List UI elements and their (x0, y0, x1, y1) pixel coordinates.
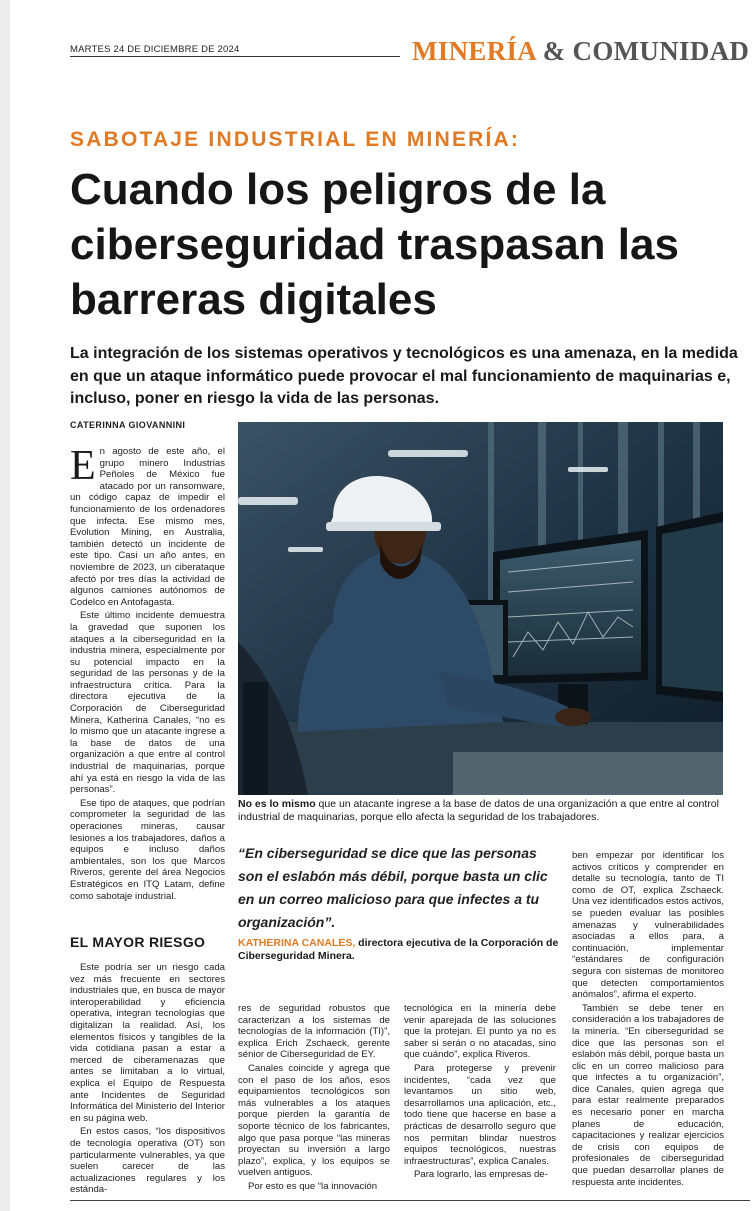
deck: La integración de los sistemas operativos y tecnológicos es una amenaza, en la medida en que un ataque informático puede provocar el mal funcionamiento de maquinarias e, incluso, poner en riesgo la vida de las personas. (70, 345, 738, 407)
footer-rule (70, 1200, 750, 1201)
column-1-continued (70, 962, 225, 1198)
photo-illustration (238, 422, 723, 795)
paragraph: También se debe tener en consideración a los trabajadores de la minería. “En ciberseguridad se dice que las personas son el eslabón más débil, porque basta un clic en un correo malicioso para que infectes a tu organización”, dice Canales, quien agrega que para estar realmente preparados es necesario poner en marcha planes de educación, capacitaciones y realizar ejercicios de crisis con equipos de profesionales de ciberseguridad que puedan desarrollar planes de respuesta ante incidentes. (572, 1002, 725, 1188)
paragraph: Para protegerse y prevenir incidentes, “cada vez que levantamos un sitio web, desarrollamos una aplicación, etc., todo tiene que hacerse en base a prácticas de desarrollo seguro que nos permitan blindar nuestros equipos tecnológicos, nuestras infraestructuras”, explica Canales. (404, 1062, 556, 1167)
paragraph: Canales coincide y agrega que con el paso de los años, esos equipamientos tecnológicos son más vulnerables a los ataques porque pierden la garantía de soporte técnico de los fabricantes, algo que pasa porque “las mineras proyectan su inversión a largo plazo”, explica, y los equipos se vuelven antiguos. (238, 1062, 390, 1179)
paragraph: tecnológica en la minería debe venir aparejada de las soluciones que la protejan. El punto ya no es saber si serán o no atacadas, sino que cuándo”, explica Riveros. (404, 1003, 556, 1061)
section-title-b: & COMUNIDAD (542, 36, 750, 66)
photo-caption (238, 798, 728, 824)
quote-name: KATHERINA CANALES, (238, 937, 356, 949)
section-title-a: MINERÍA (412, 36, 536, 66)
column-3 (404, 1003, 556, 1183)
column-4 (572, 850, 724, 1190)
column-1 (70, 443, 225, 904)
caption-lead: No es lo mismo (238, 798, 316, 810)
caption-text: que un atacante ingrese a la base de datos de una organización a que entre al control industrial de maquinarias, porque ello afecta la seguridad de los trabajadores. (238, 798, 719, 823)
paragraph: ben empezar por identificar los activos críticos y comprender en detalle su tecnología, tanto de TI como de OT, explica Zschaeck. Una vez identificados estos activos, se pueden evaluar las posibles amenazas y vulnerabilidades asociadas a ellos para, a continuación, implementar “estándares de configuración segura con sistemas de monitoreo que detecten comportamientos anómalos”, afirma el experto. (572, 850, 724, 1001)
paragraph: Ese tipo de ataques, que podrían comprometer la seguridad de las operaciones mineras, causar lesiones a los trabajadores, daños a equipos e incluso daños ambientales, son los que Marcos Riveros, gerente del área Negocios Estratégicos en ITQ Latam, define como sabotaje industrial. (70, 797, 225, 902)
quote-attribution (238, 937, 568, 963)
column-2 (238, 1003, 390, 1195)
pull-quote: “En ciberseguridad se dice que las personas son el eslabón más débil, porque basta un clic en un correo malicioso para que infectes a tu organización”. (238, 845, 548, 930)
page-edge (0, 0, 10, 1211)
headline: Cuando los peligros de la ciberseguridad traspasan las barreras digitales (70, 165, 679, 324)
paragraph: Por esto es que “la innovación (248, 1180, 378, 1192)
paragraph: En estos casos, “los dispositivos de tecnología operativa (OT) son particularmente vulnerables, ya que suelen carecer de las actualizaciones regulares y los estánda- (70, 1126, 225, 1196)
dropcap: E (70, 443, 96, 489)
paragraph-text: n agosto de este año, el grupo minero Industrias Peñoles de México fue atacado por un ransomware, un código capaz de impedir el funcionamiento de los ordenadores que infecta. Ese mismo mes, Evolution Mining, en Australia, también detectó un incidente de este tipo. Casi un año antes, en noviembre de 2023, un ciberataque afectó por tres días la actividad de algunos camiones autónomos de Codelco en Antofagasta. (70, 446, 225, 608)
header-rule (70, 56, 400, 57)
section-title (412, 36, 749, 67)
paragraph: Este último incidente demuestra la gravedad que suponen los ataques a la ciberseguridad en la industria minera, especialmente por su potencial impacto en la seguridad de las personas y de la infraestructura crítica. Para la directora ejecutiva de la Corporación de Ciberseguridad Minera, Katherina Canales, “no es lo mismo que un atacante ingrese a la base de datos de una organización a que entre al control industrial de maquinarias, porque ahí ya está en riesgo la vida de las personas”. (70, 610, 225, 796)
paragraph (70, 443, 225, 608)
paragraph: res de seguridad robustos que caracterizan a los sistemas de tecnologías de la información (TI)”, explica Erich Zschaeck, gerente sénior de Ciberseguridad de EY. (238, 1003, 390, 1061)
quote-role: directora ejecutiva de la Corporación de Ciberseguridad Minera. (238, 937, 559, 962)
paragraph: Para lograrlo, las empresas de- (414, 1169, 548, 1181)
byline: CATERINNA GIOVANNINI (70, 420, 186, 430)
kicker: SABOTAJE INDUSTRIAL EN MINERÍA: (70, 128, 521, 151)
issue-date: MARTES 24 DE DICIEMBRE DE 2024 (70, 44, 240, 55)
article-photo (238, 422, 723, 795)
subhead: EL MAYOR RIESGO (70, 934, 206, 950)
paragraph: Este podría ser un riesgo cada vez más frecuente en sectores industriales que, en busca de mayor interoperabilidad y eficiencia operativa, integran tecnologías que digitalizan la realidad. Así, los elementos físicos y tangibles de la vida cotidiana pasan a estar a merced de ciberamenazas que antes se limitaban a lo virtual, explica el Equipo de Respuesta ante Incidentes de Seguridad Informática del Ministerio del Interior en su página web. (70, 962, 225, 1124)
